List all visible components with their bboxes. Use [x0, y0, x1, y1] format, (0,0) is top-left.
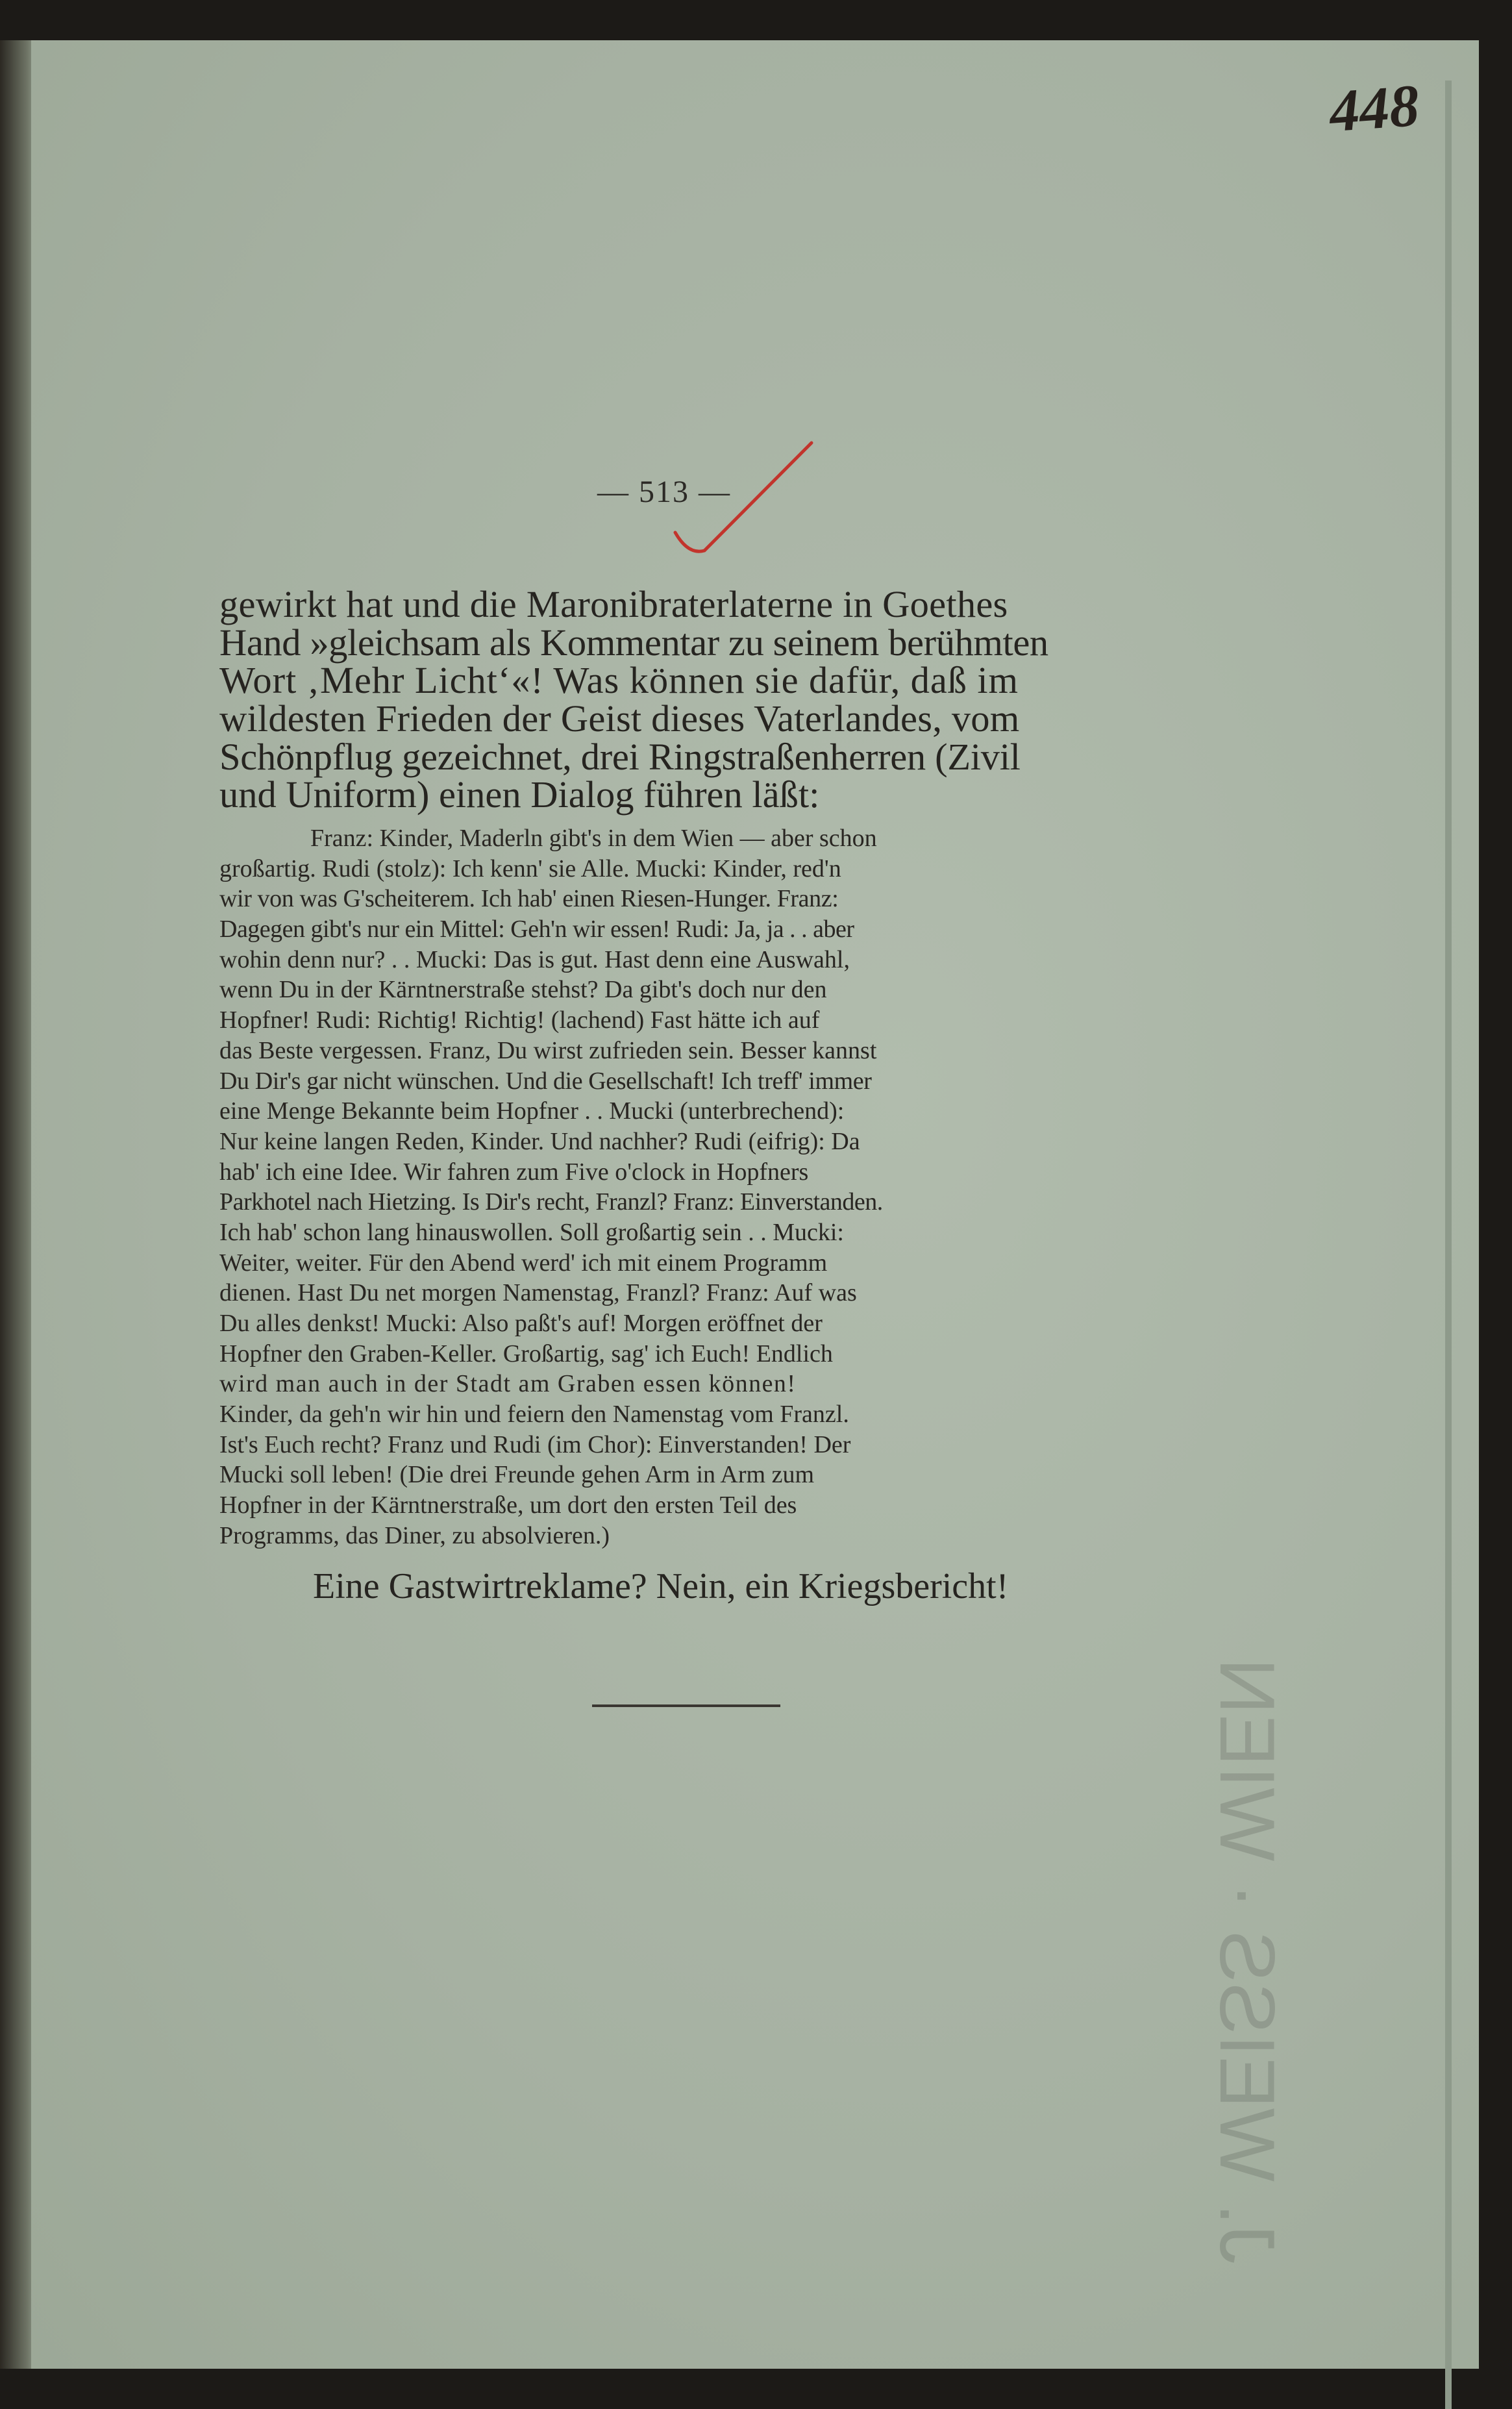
main-paragraph [219, 583, 1164, 816]
dialog-line: Parkhotel nach Hietzing. Is Dir's recht, Franzl? Franz: Einverstanden. [219, 1188, 883, 1216]
dialog-line: wir von was G'scheiterem. Ich hab' einen Riesen-Hunger. Franz: [219, 885, 839, 913]
dialog-line: das Beste vergessen. Franz, Du wirst zufrieden sein. Besser kannst [219, 1036, 877, 1064]
dialog-line: Ist's Euch recht? Franz und Rudi (im Chor): Einverstanden! Der [219, 1430, 851, 1458]
dialog-line: Programms, das Diner, zu absolvieren.) [219, 1521, 610, 1549]
closing-line: Eine Gastwirtreklame? Nein, ein Kriegsbericht! [313, 1566, 1009, 1606]
handwritten-folio-number: 448 [1327, 71, 1422, 145]
dialog-line: wenn Du in der Kärntnerstraße stehst? Da gibt's doch nur den [219, 976, 827, 1004]
main-line: wildesten Frieden der Geist dieses Vaterlandes, vom [219, 697, 1020, 740]
dialog-line: großartig. Rudi (stolz): Ich kenn' sie Alle. Mucki: Kinder, red'n [219, 855, 841, 882]
bleed-through-stamp [1039, 1591, 1402, 2331]
dialog-line: Hopfner! Rudi: Richtig! Richtig! (lachend) Fast hätte ich auf [219, 1006, 820, 1034]
dialog-line: dienen. Hast Du net morgen Namenstag, Franzl? Franz: Auf was [219, 1279, 857, 1307]
dialog-line: Nur keine langen Reden, Kinder. Und nachher? Rudi (eifrig): Da [219, 1127, 860, 1155]
main-line: Hand »gleichsam als Kommentar zu seinem berühmten [219, 621, 1048, 664]
bleed-through-stamp-text: J. WEISS · WIEN [1204, 1658, 1291, 2264]
main-line: Schönpflug gezeichnet, drei Ringstraßenherren (Zivil [219, 735, 1021, 778]
dialog-line: Weiter, weiter. Für den Abend werd' ich mit einem Programm [219, 1249, 828, 1277]
dialog-line: Kinder, da geh'n wir hin und feiern den Namenstag vom Franzl. [219, 1401, 849, 1429]
dialog-line: wird man auch in der Stadt am Graben essen können! [219, 1370, 797, 1398]
dialog-line: hab' ich eine Idee. Wir fahren zum Five o'clock in Hopfners [219, 1158, 809, 1186]
dialog-line: Franz: Kinder, Maderln gibt's in dem Wien — aber schon [310, 825, 877, 852]
page-edge-strip [1445, 81, 1452, 2409]
dialog-line: Ich hab' schon lang hinauswollen. Soll großartig sein . . Mucki: [219, 1218, 844, 1246]
dialog-line: Du Dir's gar nicht wünschen. Und die Gesellschaft! Ich treff' immer [219, 1067, 872, 1095]
page-number: — 513 — [597, 475, 731, 509]
dialog-line: Du alles denkst! Mucki: Also paßt's auf! Morgen eröffnet der [219, 1310, 823, 1337]
section-separator [592, 1704, 780, 1707]
dialog-paragraph [219, 823, 1164, 1551]
red-check-mark-icon [649, 435, 831, 565]
dialog-line: Mucki soll leben! (Die drei Freunde gehen Arm in Arm zum [219, 1461, 815, 1489]
dialog-line: eine Menge Bekannte beim Hopfner . . Mucki (unterbrechend): [219, 1097, 845, 1125]
main-line: Wort ‚Mehr Licht‘«! Was können sie dafür, daß im [219, 659, 1019, 702]
dialog-line: Hopfner in der Kärntnerstraße, um dort den ersten Teil des [219, 1492, 797, 1519]
main-line: und Uniform) einen Dialog führen läßt: [219, 773, 820, 816]
dialog-line: Dagegen gibt's nur ein Mittel: Geh'n wir essen! Rudi: Ja, ja . . aber [219, 916, 854, 943]
dialog-line: wohin denn nur? . . Mucki: Das is gut. Hast denn eine Auswahl, [219, 945, 850, 973]
dialog-line: Hopfner den Graben-Keller. Großartig, sag' ich Euch! Endlich [219, 1340, 833, 1367]
main-line: gewirkt hat und die Maronibraterlaterne in Goethes [219, 583, 1008, 625]
